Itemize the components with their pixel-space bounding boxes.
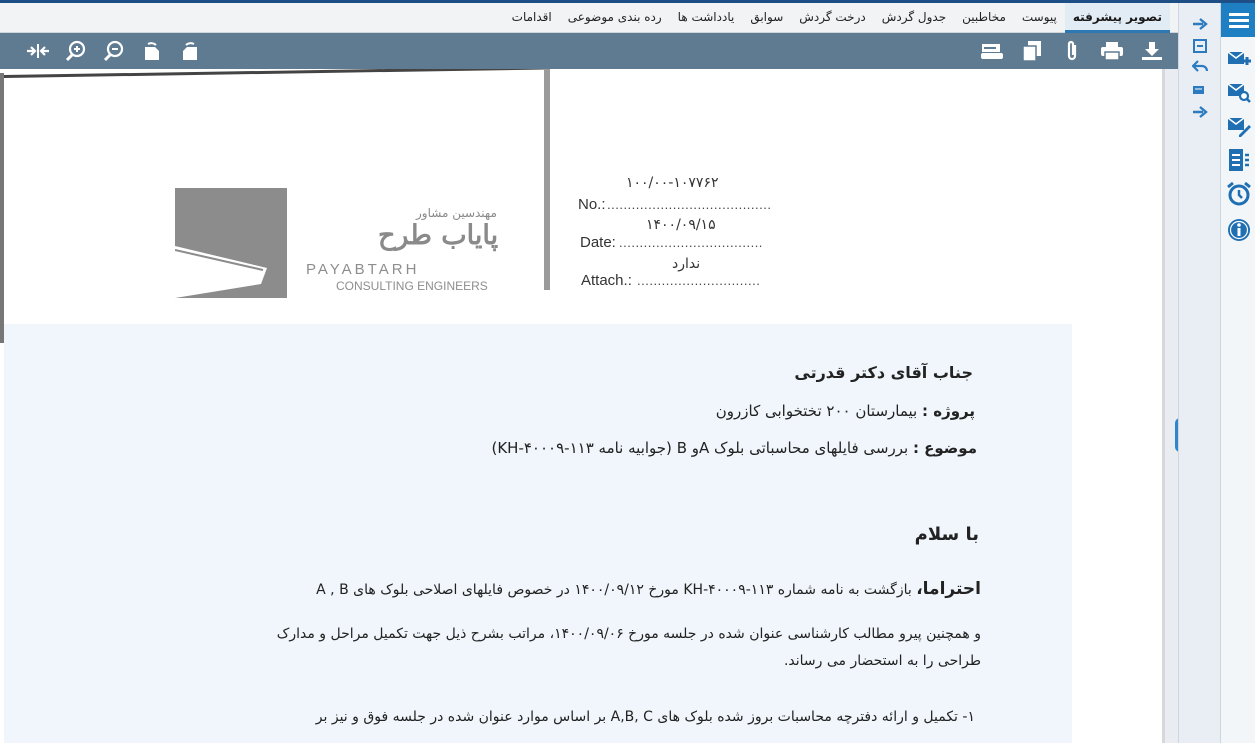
logo-persian-subtitle: مهندسین مشاور — [416, 206, 497, 220]
letter-attach-label: Attach.: — [581, 272, 632, 289]
logo-english-name: PAYABTARH — [306, 261, 420, 278]
expand-icon[interactable] — [1189, 37, 1211, 55]
toolbar-left-group — [26, 33, 202, 69]
para1-lead: احتراما، — [916, 579, 981, 599]
alarm-icon[interactable] — [1226, 179, 1252, 209]
letter-number-label: No.: — [578, 196, 606, 213]
letter-attach-value: ندارد — [672, 256, 701, 272]
document-viewer[interactable] — [0, 69, 1178, 743]
para1-line2: و همچنین پیرو مطالب کارشناسی عنوان شده در جلسه مورخ ۱۴۰۰/۰۹/۰۶، مراتب بشرح ذیل جهت تکمیل مراحل و مدارک — [276, 626, 981, 642]
letter-number-dots: ........................................ — [607, 197, 772, 212]
hamburger-menu-icon[interactable] — [1221, 3, 1255, 37]
action-sidebar — [1178, 3, 1220, 743]
letter-date-value: ۱۴۰۰/۰۹/۱۵ — [646, 217, 716, 233]
tab-actions[interactable]: اقدامات — [511, 10, 552, 24]
page-right-edge — [1162, 69, 1165, 743]
new-letter-icon[interactable] — [1226, 43, 1252, 73]
forward-icon[interactable] — [1189, 81, 1211, 99]
download-icon[interactable] — [1140, 39, 1164, 63]
zoom-out-icon[interactable] — [102, 39, 126, 63]
item1-line: ۱- تکمیل و ارائه دفترچه محاسبات بروز شده بلوک های A,B, C بر اساس موارد عنوان شده در جلسه فوق و نیز بر — [315, 709, 975, 725]
tab-workflow-table[interactable]: جدول گردش — [881, 10, 947, 24]
project-text: بیمارستان ۲۰۰ تختخوابی کازرون — [715, 402, 918, 420]
info-icon[interactable] — [1226, 215, 1252, 245]
logo-persian-name: پایاب طرح — [378, 220, 499, 251]
para1-line1-text: بازگشت به نامه شماره ۱۱۳-۴۰۰۰۹-KH مورخ ۱۴۰۰/۰۹/۱۲ در خصوص فایلهای اصلاحی بلوک های A , B — [316, 582, 912, 598]
paperclip-icon[interactable] — [1060, 39, 1084, 63]
print-icon[interactable] — [1100, 39, 1124, 63]
search-letter-icon[interactable] — [1226, 77, 1252, 107]
tab-bar — [0, 3, 1178, 33]
letterhead-divider — [544, 69, 550, 290]
company-logo — [175, 188, 287, 298]
tab-subject-classification[interactable]: رده بندی موضوعی — [567, 10, 662, 24]
logo-english-subtitle: CONSULTING ENGINEERS — [336, 279, 488, 293]
scan-shaded-area — [4, 324, 1072, 743]
letterhead-rule — [4, 69, 544, 78]
subject-label: موضوع : — [912, 439, 977, 457]
reply-icon[interactable] — [1189, 57, 1211, 75]
main-rail — [1220, 3, 1255, 743]
image-toolbar — [0, 33, 1178, 69]
list-icon[interactable] — [1226, 145, 1252, 175]
tab-list — [504, 3, 1170, 33]
letter-number-value: ۱۰۰/۰۰-۱۰۷۷۶۲ — [626, 175, 719, 191]
arrow-right-icon[interactable] — [1189, 103, 1211, 121]
tab-notes[interactable]: یادداشت ها — [677, 10, 735, 24]
tab-workflow-tree[interactable]: درخت گردش — [799, 10, 866, 24]
edit-letter-icon[interactable] — [1226, 111, 1252, 141]
scanner-icon[interactable] — [980, 39, 1004, 63]
letter-attach-dots: .............................. — [637, 273, 761, 288]
copy-icon[interactable] — [1020, 39, 1044, 63]
fit-width-icon[interactable] — [26, 39, 50, 63]
scanned-letter-page — [0, 69, 1165, 743]
project-label: پروژه : — [922, 402, 975, 420]
letter-date-dots: ................................... — [619, 235, 763, 250]
tab-attachment[interactable]: پیوست — [1021, 10, 1057, 24]
tab-history[interactable]: سوابق — [750, 10, 784, 24]
toolbar-right-group — [980, 33, 1164, 69]
page-edge — [0, 73, 4, 343]
zoom-in-icon[interactable] — [64, 39, 88, 63]
tab-advanced-image[interactable]: تصویر پیشرفته — [1065, 3, 1170, 33]
rotate-right-icon[interactable] — [178, 39, 202, 63]
letter-greeting: با سلام — [914, 524, 979, 545]
letter-recipient: جناب آقای دکتر قدرتی — [794, 363, 973, 382]
rotate-left-icon[interactable] — [140, 39, 164, 63]
para1-line1 — [316, 579, 981, 599]
para1-line3: طراحی را به استحضار می رساند. — [783, 653, 981, 669]
arrow-right-icon[interactable] — [1189, 15, 1211, 33]
letter-subject-line — [491, 439, 977, 457]
letter-date-label: Date: — [580, 234, 616, 251]
letter-project-line — [716, 402, 975, 420]
tab-contacts[interactable]: مخاطبین — [962, 10, 1006, 24]
subject-text: بررسی فایلهای محاسباتی بلوک Aو B (جوابیه نامه ۱۱۳-۴۰۰۰۹-KH) — [491, 439, 909, 457]
